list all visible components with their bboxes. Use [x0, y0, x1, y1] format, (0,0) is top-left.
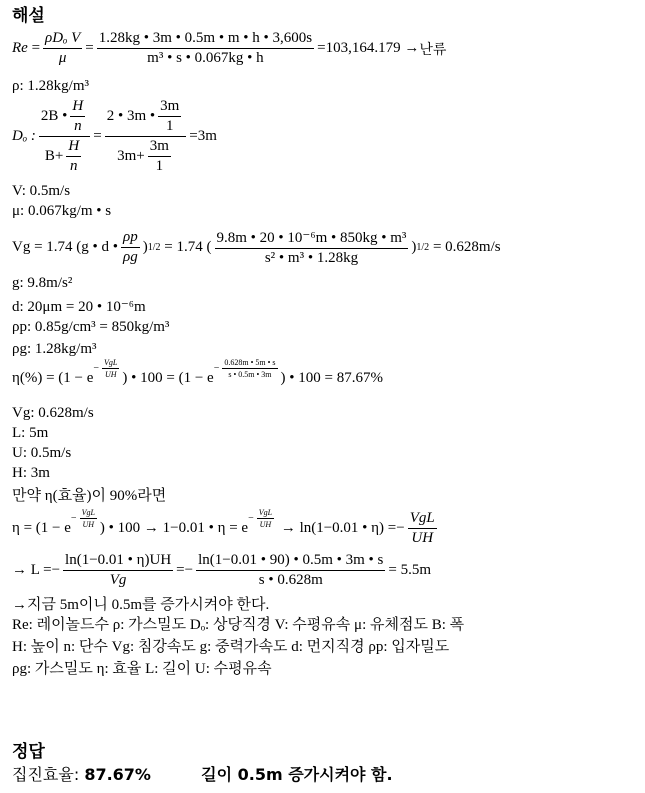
- do-subst-num-a: 2 • 3m •: [106, 108, 156, 124]
- vg-lhs: Vg = 1.74 (g • d •: [12, 239, 119, 255]
- do-num-frac-num: H: [70, 98, 85, 117]
- rho-def: ρ: 1.28kg/m³: [12, 78, 89, 94]
- re-lhs: Re: [12, 40, 28, 56]
- d1-exp-den: UH: [82, 520, 95, 529]
- if-90-text: 만약 η(효율)이 90%라면: [12, 488, 167, 504]
- d2-frac-num: ln(1−0.01 • η)UH: [63, 552, 173, 571]
- do-subst-num-frac-den: 1: [165, 118, 174, 134]
- legend-line-2: H: 높이 n: 단수 Vg: 침강속도 g: 중력가속도 d: 먼지직경 ρp: 입자밀도: [12, 639, 450, 655]
- d2-frac2-den: s • 0.628m: [258, 572, 323, 588]
- answer-line: [12, 765, 393, 785]
- re-subst-num: 1.28kg • 3m • 0.5m • m • h • 3,600s: [97, 30, 314, 49]
- derivation-line-2: [12, 552, 431, 589]
- re-subst-den: m³ • s • 0.067kg • h: [147, 50, 264, 66]
- d2-frac-den: Vg: [109, 572, 127, 588]
- do-subst-den-a: 3m+: [117, 148, 145, 164]
- d2-b: =−: [176, 562, 194, 578]
- efficiency-value: 87.67%: [84, 765, 151, 784]
- re-result: =103,164.179: [317, 40, 401, 56]
- d1-a: η = (1 − e: [12, 520, 71, 536]
- l-def: L: 5m: [12, 425, 49, 441]
- eff-exp2-den: s • 0.5m • 3m: [228, 370, 272, 379]
- re-formula-den: μ: [58, 50, 67, 66]
- eff-exp-num: VgL: [104, 358, 118, 367]
- vg-frac-den: ρg: [123, 249, 138, 265]
- vg-frac-num: ρp: [121, 229, 140, 248]
- re-conclusion: 난류: [419, 41, 447, 58]
- answer-heading: 정답: [12, 742, 45, 761]
- vg-subst-num: 9.8m • 20 • 10⁻⁶m • 850kg • m³: [215, 228, 409, 249]
- do-den-a: B+: [44, 148, 64, 164]
- vg-exp: 1/2: [147, 242, 161, 253]
- vg-exp-2: 1/2: [416, 242, 430, 253]
- do-subst-den-frac-den: 1: [155, 158, 164, 174]
- vg-def: Vg: 0.628m/s: [12, 405, 94, 421]
- do-equation: Dₒ : 2B • $\frac{H}{n}$ B+ $\frac{H}{n}$ = 2 • 3m • $\frac{3m}{1}$ 3m+ $\frac{3m}{1}$ =3m: [12, 98, 217, 174]
- vg-result: = 0.628m/s: [432, 239, 501, 255]
- legend-line-1: Re: 레이놀드수 ρ: 가스밀도 Dₒ: 상당직경 V: 수평유속 μ: 유체점도 B: 폭: [12, 617, 465, 633]
- d1-exp-den-2: UH: [259, 520, 272, 529]
- reynolds-equation: Re = $\frac{\text{ρDₒ V}}{\mu}$ = $\frac{1.28kg • 3m • 0.5m • m • h • 3,600s}{\text{m³ • s • 0.067kg • h}}$ =103,164.179 → 난류: [12, 30, 447, 66]
- d1-c: → ln(1−0.01 • η) =−: [280, 520, 405, 536]
- explanation-heading: 해설: [12, 6, 45, 25]
- u-def: U: 0.5m/s: [12, 445, 72, 461]
- legend-line-3: ρg: 가스밀도 η: 효율 L: 길이 U: 수평유속: [12, 661, 272, 677]
- eff-exp-den: UH: [104, 370, 117, 379]
- d1-b: ) • 100 → 1−0.01 • η = e: [99, 520, 249, 536]
- d1-frac-num: VgL: [408, 510, 437, 529]
- eff-mid: ) • 100 = (1 − e: [122, 370, 214, 386]
- h-def: H: 3m: [12, 465, 50, 481]
- eff-lhs: η(%) = (1 − e: [12, 370, 94, 386]
- eff-exp2-num: 0.628m • 5m • s: [224, 358, 276, 367]
- d-def: d: 20μm = 20 • 10⁻⁶m: [12, 299, 146, 315]
- d1-frac-den: UH: [411, 530, 434, 546]
- vg-subst-den: s² • m³ • 1.28kg: [264, 250, 359, 266]
- efficiency-equation: η(%) = (1 − e − $\frac{\text{VgL}}{UH}$ ) • 100 = (1 − e − $\frac{0.628m • 5m • s}{s • 0.5m • 3m}$ ) • 100 = 87.67%: [12, 358, 383, 386]
- do-den-frac-den: n: [70, 158, 78, 174]
- do-subst-num-frac-num: 3m: [158, 98, 181, 117]
- length-answer: 길이 0.5m 증가시켜야 함.: [201, 765, 393, 784]
- eff-result: ) • 100 = 87.67%: [280, 370, 383, 386]
- d1-exp-num: VgL: [81, 508, 95, 517]
- do-num-a: 2B •: [40, 108, 68, 124]
- g-def: g: 9.8m/s²: [12, 275, 73, 291]
- do-subst-den-frac-num: 3m: [148, 138, 171, 157]
- do-num-frac-den: n: [74, 118, 82, 134]
- v-def: V: 0.5m/s: [12, 183, 71, 199]
- arrow-icon: →: [404, 40, 420, 56]
- d2-frac2-num: ln(1−0.01 • 90) • 0.5m • 3m • s: [196, 552, 385, 571]
- d2-a: → L =−: [12, 562, 61, 578]
- vg-mid: = 1.74 (: [164, 239, 212, 255]
- derivation-line-1: η = (1 − e − $\frac{\text{VgL}}{UH}$ ) • 100 → 1−0.01 • η = e − $\frac{\text{VgL}}{UH}$ → ln(1−0.01 • η) =− $\frac{\text{VgL}}{UH}$: [12, 508, 435, 546]
- mu-def: μ: 0.067kg/m • s: [12, 203, 112, 219]
- settling-equation: Vg = 1.74 (g • d • $\frac{\rho p}{\rho g}$ ) 1/2 = 1.74 ( $\frac{\text{9.8m • 20 • 10⁻⁶m • 850kg • m³}}{\text{s² • m³ • 1.28kg}}$ ) 1/2 = 0.628m/s: [12, 229, 501, 266]
- do-den-frac-num: H: [66, 138, 81, 157]
- re-formula-num: ρDₒ V: [43, 30, 82, 49]
- rhog-def: ρg: 1.28kg/m³: [12, 341, 97, 357]
- efficiency-label: 집진효율:: [12, 765, 80, 784]
- do-label: Dₒ :: [12, 128, 36, 144]
- do-result: =3m: [189, 128, 217, 144]
- conclusion-text: →지금 5m이니 0.5m를 증가시켜야 한다.: [12, 597, 270, 613]
- rhop-def: ρp: 0.85g/cm³ = 850kg/m³: [12, 319, 170, 335]
- d1-exp-num-2: VgL: [258, 508, 273, 517]
- d2-result: = 5.5m: [388, 562, 432, 578]
